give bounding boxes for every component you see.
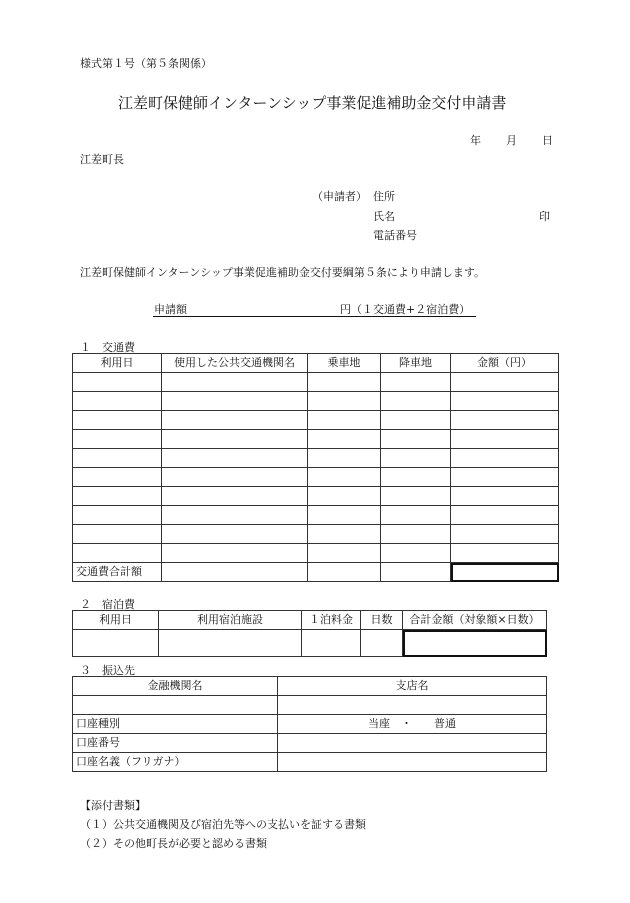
table-cell[interactable] (162, 506, 308, 525)
lodging-total-field[interactable] (403, 630, 547, 657)
account-number-label: 口座番号 (73, 734, 278, 753)
col-header: 使用した公共交通機関名 (162, 354, 308, 373)
lodging-heading: ２ 宿泊費 (80, 598, 135, 611)
table-cell[interactable] (73, 373, 162, 392)
table-cell[interactable] (451, 411, 559, 430)
applicant-name: 氏名 (373, 210, 395, 223)
col-header: １泊料金 (302, 611, 361, 630)
table-cell[interactable] (162, 544, 308, 563)
table-cell[interactable] (451, 449, 559, 468)
transport-total-field[interactable] (451, 563, 559, 582)
table-cell[interactable] (381, 430, 451, 449)
applicant-phone: 電話番号 (373, 229, 417, 242)
col-header: 降車地 (381, 354, 451, 373)
table-cell[interactable] (308, 430, 381, 449)
transport-header-row (73, 354, 559, 373)
bank-name-field[interactable] (73, 696, 278, 715)
bank-table (72, 676, 547, 772)
table-row (73, 449, 559, 468)
table-cell[interactable] (73, 392, 162, 411)
table-cell[interactable] (451, 506, 559, 525)
table-cell[interactable] (73, 544, 162, 563)
table-cell[interactable] (73, 487, 162, 506)
lodging-table (72, 610, 547, 657)
transport-table (72, 353, 559, 582)
table-cell[interactable] (451, 373, 559, 392)
table-row (73, 411, 559, 430)
table-row (73, 544, 559, 563)
table-cell[interactable] (451, 468, 559, 487)
table-cell[interactable] (308, 468, 381, 487)
table-cell[interactable] (162, 449, 308, 468)
date-day: 日 (542, 134, 553, 147)
table-cell[interactable] (73, 525, 162, 544)
attachments-heading: 【添付書類】 (80, 799, 146, 812)
table-row (73, 734, 547, 753)
table-row (73, 696, 547, 715)
transport-total-row (73, 563, 559, 582)
col-header: 金額（円） (451, 354, 559, 373)
table-cell[interactable] (381, 487, 451, 506)
table-cell[interactable] (308, 544, 381, 563)
table-cell[interactable] (162, 392, 308, 411)
date-month: 月 (506, 134, 517, 147)
table-cell[interactable] (308, 449, 381, 468)
table-cell[interactable] (73, 506, 162, 525)
table-cell (381, 563, 451, 582)
account-type-options[interactable]: 当座 ・ 普通 (278, 715, 547, 734)
table-cell[interactable] (308, 373, 381, 392)
table-row (73, 487, 559, 506)
table-row (73, 630, 547, 657)
form-number: 様式第１号（第５条関係） (80, 57, 212, 70)
table-cell[interactable] (381, 525, 451, 544)
table-cell[interactable] (361, 630, 403, 657)
table-cell[interactable] (162, 411, 308, 430)
table-cell[interactable] (162, 373, 308, 392)
table-cell[interactable] (451, 430, 559, 449)
table-cell[interactable] (381, 449, 451, 468)
table-cell[interactable] (308, 411, 381, 430)
table-cell[interactable] (73, 449, 162, 468)
applicant-label: （申請者） (312, 190, 367, 203)
table-cell[interactable] (308, 487, 381, 506)
amount-underline (153, 316, 476, 317)
table-cell[interactable] (73, 430, 162, 449)
col-header: 支店名 (278, 677, 547, 696)
col-header: 日数 (361, 611, 403, 630)
table-cell[interactable] (73, 411, 162, 430)
table-row (73, 392, 559, 411)
table-cell[interactable] (73, 468, 162, 487)
addressee: 江差町長 (80, 153, 124, 166)
table-cell[interactable] (162, 525, 308, 544)
table-cell[interactable] (381, 544, 451, 563)
table-cell[interactable] (451, 487, 559, 506)
table-cell[interactable] (381, 506, 451, 525)
table-row (73, 468, 559, 487)
col-header: 乗車地 (308, 354, 381, 373)
lodging-header-row (73, 611, 547, 630)
bank-header-row (73, 677, 547, 696)
table-cell[interactable] (381, 468, 451, 487)
table-cell[interactable] (162, 468, 308, 487)
col-header: 利用宿泊施設 (159, 611, 302, 630)
transport-heading: １ 交通費 (80, 341, 135, 354)
table-cell (308, 563, 381, 582)
table-row (73, 506, 559, 525)
account-type-label: 口座種別 (73, 715, 278, 734)
table-cell[interactable] (308, 392, 381, 411)
table-cell[interactable] (308, 506, 381, 525)
transport-total-label: 交通費合計額 (73, 563, 162, 582)
col-header: 合計金額（対象額×日数） (403, 611, 547, 630)
col-header: 利用日 (73, 611, 159, 630)
attachment-item: （１）公共交通機関及び宿泊先等への支払いを証する書類 (80, 818, 366, 831)
amount-unit-note: 円（１交通費+２宿泊費） (340, 303, 471, 316)
application-statement: 江差町保健師インターンシップ事業促進補助金交付要綱第５条により申請します。 (80, 266, 485, 279)
date-year: 年 (470, 134, 481, 147)
page-title: 江差町保健師インターンシップ事業促進補助金交付申請書 (118, 94, 507, 112)
table-cell[interactable] (308, 525, 381, 544)
table-cell[interactable] (381, 411, 451, 430)
col-header: 利用日 (73, 354, 162, 373)
table-cell[interactable] (162, 487, 308, 506)
table-cell[interactable] (381, 373, 451, 392)
branch-name-field[interactable] (278, 696, 547, 715)
table-cell[interactable] (451, 525, 559, 544)
table-row (73, 715, 547, 734)
table-row (73, 525, 559, 544)
applicant-address: 住所 (373, 190, 395, 203)
col-header: 金融機関名 (73, 677, 278, 696)
account-name-field[interactable] (278, 753, 547, 772)
table-cell[interactable] (451, 544, 559, 563)
table-row (73, 753, 547, 772)
table-cell[interactable] (451, 392, 559, 411)
table-row (73, 373, 559, 392)
amount-label: 申請額 (154, 303, 187, 316)
attachment-item: （２）その他町長が必要と認める書類 (80, 837, 267, 850)
account-number-field[interactable] (278, 734, 547, 753)
table-cell[interactable] (73, 630, 159, 657)
table-row (73, 430, 559, 449)
bank-heading: ３ 振込先 (80, 664, 135, 677)
table-cell[interactable] (159, 630, 302, 657)
account-name-label: 口座名義（フリガナ） (73, 753, 278, 772)
table-cell (162, 563, 308, 582)
seal-mark: 印 (539, 210, 550, 223)
table-cell[interactable] (162, 430, 308, 449)
table-cell[interactable] (302, 630, 361, 657)
table-cell[interactable] (381, 392, 451, 411)
